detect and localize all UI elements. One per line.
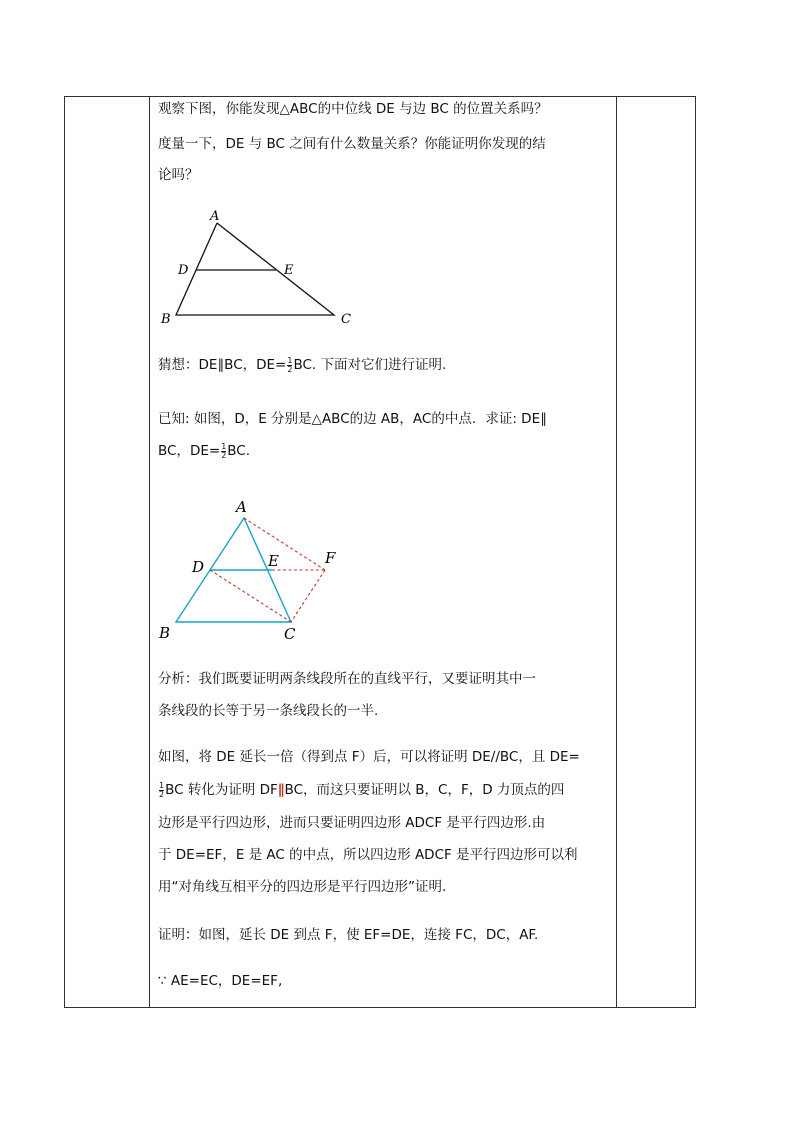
parallel-equal-symbol: ∥ [277, 782, 285, 798]
label-d: D [192, 558, 205, 576]
guess-text-a: 猜想：DE∥BC，DE= [158, 357, 287, 373]
guess-text-b: BC. 下面对它们进行证明. [293, 357, 447, 373]
label-b: B [159, 624, 171, 642]
label-b: B [161, 312, 171, 327]
lesson-table [64, 96, 696, 1008]
analysis-line-1: 分析：我们既要证明两条线段所在的直线平行，又要证明其中一 [158, 671, 536, 687]
paragraph-line-3: 边形是平行四边形，进而只要证明四边形 ADCF 是平行四边形.由 [158, 815, 546, 831]
analysis-line-2: 条线段的长等于另一条线段长的一半. [158, 703, 379, 719]
label-c: C [284, 625, 296, 643]
paragraph-line-2: $\frac{1}{2}$ BC 转化为证明 DF∥BC，而这只要证明以 B，C，F，D 力顶点的四 [159, 780, 565, 799]
label-a: A [236, 498, 247, 516]
known-line-1: 已知: 如图，D，E 分别是△ABC的边 AB，AC的中点．求证: DE∥ [158, 411, 547, 427]
label-e: E [268, 552, 279, 570]
dashed-fc [291, 570, 325, 622]
column-divider-right [616, 97, 617, 1007]
triangle-figure-construction [150, 97, 616, 657]
paragraph-line-1: 如图，将 DE 延长一倍（得到点 F）后，可以将证明 DE//BC，且 DE= [158, 749, 580, 765]
label-f: F [325, 549, 336, 567]
paragraph-line-5: 用“对角线互相平分的四边形是平行四边形”证明. [158, 879, 447, 895]
fraction-half: $\frac{1}{2}$ [287, 355, 293, 374]
known-line-2: BC，DE= $\frac{1}{2}$ BC. [158, 441, 251, 460]
question-line-3: 论吗？ [158, 167, 199, 183]
fraction-half: $\frac{1}{2}$ [159, 780, 165, 799]
question-line-2: 度量一下，DE 与 BC 之间有什么数量关系？你能证明你发现的结 [158, 136, 546, 152]
label-a: A [210, 209, 220, 224]
fraction-half: $\frac{1}{2}$ [221, 441, 227, 460]
label-c: C [341, 312, 351, 327]
label-d: D [178, 263, 189, 278]
proof-line-2: ∵ AE=EC，DE=EF, [158, 973, 283, 989]
paragraph-line-4: 于 DE=EF，E 是 AC 的中点，所以四边形 ADCF 是平行四边形可以利 [158, 847, 578, 863]
question-line-1: 观察下图，你能发现△ABC的中位线 DE 与边 BC 的位置关系吗？ [158, 101, 548, 117]
proof-line-1: 证明：如图，延长 DE 到点 F，使 EF=DE，连接 FC，DC，AF. [158, 927, 539, 943]
label-e: E [284, 263, 294, 278]
